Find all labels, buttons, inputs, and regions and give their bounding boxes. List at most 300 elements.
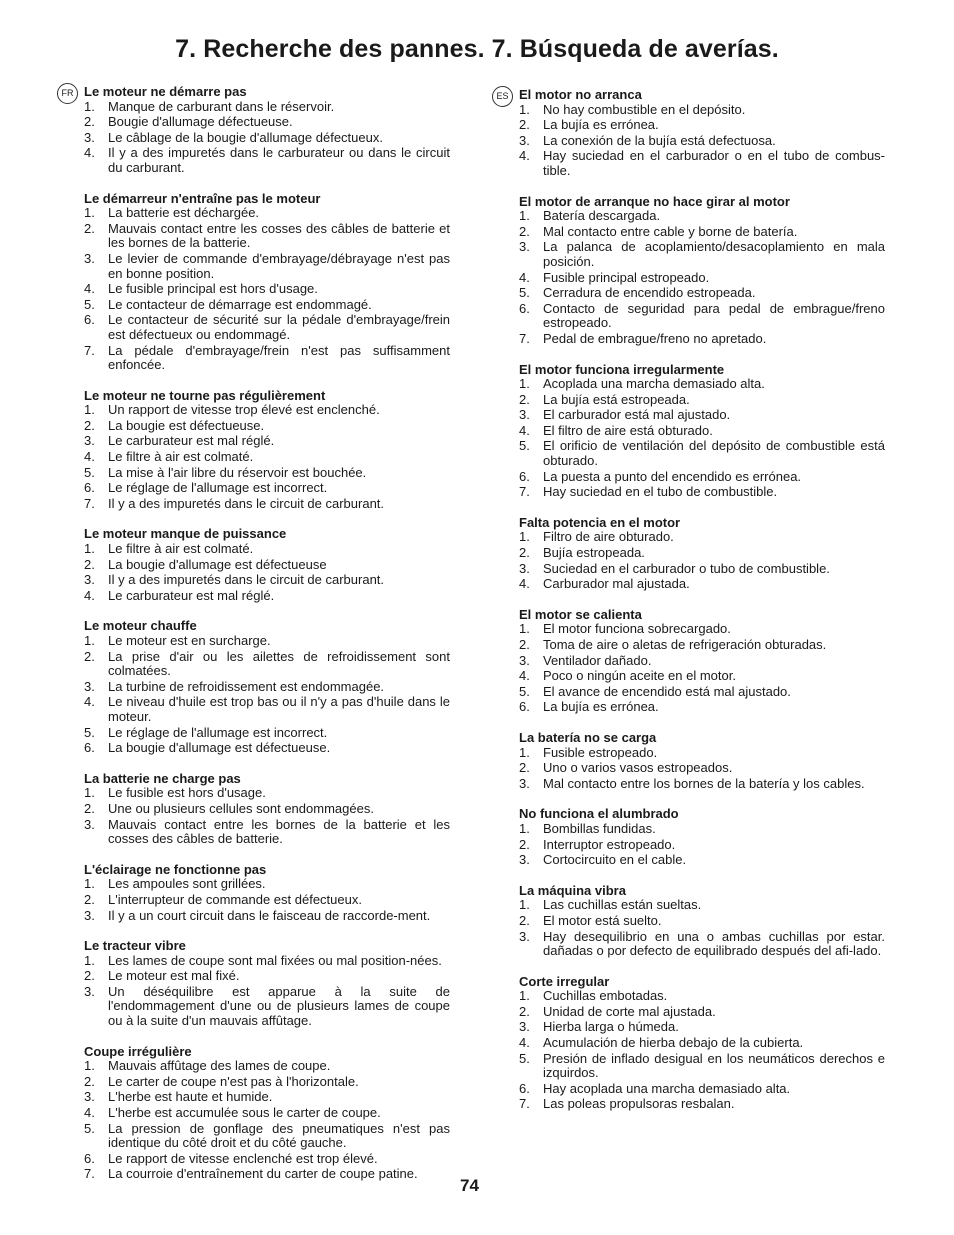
list-item-number: 6. bbox=[519, 468, 530, 484]
list-item-text: Presión de inflado desigual en los neumáticos derechos e izquirdos. bbox=[543, 1050, 885, 1081]
troubleshooting-section bbox=[84, 863, 450, 923]
list-item bbox=[519, 1052, 885, 1081]
list-item-text: Le carburateur est mal réglé. bbox=[108, 433, 275, 449]
list-item bbox=[84, 1090, 450, 1105]
cause-list bbox=[519, 530, 885, 591]
list-item-number: 2. bbox=[84, 968, 95, 984]
list-item bbox=[519, 439, 885, 468]
list-item-number: 6. bbox=[519, 300, 530, 316]
list-item-number: 4. bbox=[519, 269, 530, 285]
list-item-number: 2. bbox=[84, 648, 95, 664]
list-item bbox=[84, 818, 450, 847]
list-item-number: 5. bbox=[84, 1120, 95, 1136]
list-item bbox=[84, 726, 450, 741]
list-item-text: Le câblage de la bougie d'allumage défectueux. bbox=[108, 129, 383, 145]
list-item-text: Fusible estropeado. bbox=[543, 744, 658, 760]
list-item bbox=[84, 573, 450, 588]
list-item bbox=[519, 777, 885, 792]
language-badge-es: ES bbox=[492, 86, 513, 107]
list-item bbox=[519, 930, 885, 959]
list-item-number: 5. bbox=[84, 724, 95, 740]
list-item-text: Hay desequilibrio en una o ambas cuchillas por estar. dañadas o por defecto de equilibrado después del afi-lado. bbox=[543, 928, 885, 959]
list-item-text: Il y a un court circuit dans le faisceau de raccorde-ment. bbox=[108, 907, 431, 923]
list-item-number: 3. bbox=[84, 678, 95, 694]
list-item-text: Le rapport de vitesse enclenché est trop élevé. bbox=[108, 1150, 378, 1166]
list-item-text: La batterie est déchargée. bbox=[108, 205, 260, 221]
list-item-number: 4. bbox=[84, 587, 95, 603]
list-item bbox=[519, 1036, 885, 1051]
list-item-number: 7. bbox=[519, 484, 530, 500]
list-item-text: Le niveau d'huile est trop bas ou il n'y a pas d'huile dans le moteur. bbox=[108, 694, 450, 724]
list-item-number: 2. bbox=[519, 912, 530, 928]
list-item bbox=[84, 115, 450, 130]
list-item-number: 4. bbox=[519, 1035, 530, 1051]
list-item-number: 4. bbox=[84, 281, 95, 297]
list-item-text: Las cuchillas están sueltas. bbox=[543, 897, 702, 913]
list-item bbox=[519, 530, 885, 545]
list-item-number: 1. bbox=[519, 897, 530, 913]
list-item bbox=[519, 685, 885, 700]
troubleshooting-section bbox=[519, 731, 885, 791]
list-item-text: Mauvais contact entre les bornes de la batterie et les cosses des câbles de batterie. bbox=[108, 816, 450, 847]
list-item bbox=[519, 1097, 885, 1112]
list-item-number: 1. bbox=[84, 785, 95, 801]
list-item-number: 2. bbox=[84, 1073, 95, 1089]
list-item-text: La pression de gonflage des pneumatiques n'est pas identique du côté droit et du côté gauche. bbox=[108, 1120, 450, 1151]
list-item-number: 2. bbox=[84, 220, 95, 236]
list-item-number: 1. bbox=[519, 744, 530, 760]
list-item-text: Contacto de seguridad para pedal de embrague/freno estropeado. bbox=[543, 300, 885, 331]
section-heading: Le moteur ne démarre pas bbox=[84, 84, 247, 99]
troubleshooting-section bbox=[84, 939, 450, 1029]
list-item-text: La courroie d'entraînement du carter de coupe patine. bbox=[108, 1166, 418, 1182]
cause-list bbox=[84, 634, 450, 756]
list-item-text: Acoplada una marcha demasiado alta. bbox=[543, 376, 765, 392]
section-heading: Coupe irrégulière bbox=[84, 1043, 192, 1059]
list-item-number: 5. bbox=[519, 683, 530, 699]
list-item-text: Mauvais contact entre les cosses des câbles de batterie et les bornes de la batterie. bbox=[108, 220, 450, 251]
list-item-text: Les lames de coupe sont mal fixées ou mal position-nées. bbox=[108, 952, 442, 968]
list-item-number: 2. bbox=[519, 760, 530, 776]
list-item-text: Hay suciedad en el tubo de combustible. bbox=[543, 484, 778, 500]
list-item-text: Il y a des impuretés dans le circuit de carburant. bbox=[108, 495, 385, 511]
list-item-text: La bougie est défectueuse. bbox=[108, 417, 265, 433]
section-heading: El motor se calienta bbox=[519, 606, 642, 622]
list-item bbox=[519, 838, 885, 853]
list-item-number: 1. bbox=[84, 541, 95, 557]
list-item-number: 7. bbox=[84, 1166, 95, 1182]
list-item-text: La puesta a punto del encendido es errónea. bbox=[543, 468, 802, 484]
troubleshooting-section bbox=[519, 608, 885, 715]
list-item-text: El filtro de aire está obturado. bbox=[543, 422, 713, 438]
list-item-number: 2. bbox=[84, 556, 95, 572]
cause-list bbox=[84, 877, 450, 923]
list-item bbox=[519, 408, 885, 423]
list-item bbox=[84, 909, 450, 924]
list-item-number: 1. bbox=[84, 98, 95, 114]
list-item bbox=[519, 654, 885, 669]
list-item-text: La pédale d'embrayage/frein n'est pas suffisamment enfoncée. bbox=[108, 342, 450, 373]
list-item-number: 1. bbox=[84, 402, 95, 418]
list-item-number: 2. bbox=[84, 891, 95, 907]
list-item bbox=[84, 893, 450, 908]
list-item-text: Toma de aire o aletas de refrigeración obturadas. bbox=[543, 637, 827, 652]
list-item-number: 6. bbox=[84, 1150, 95, 1166]
list-item bbox=[519, 638, 885, 653]
troubleshooting-section bbox=[519, 975, 885, 1112]
list-item-number: 7. bbox=[519, 330, 530, 346]
list-item bbox=[519, 271, 885, 286]
troubleshooting-section bbox=[84, 772, 450, 847]
list-item-number: 2. bbox=[519, 117, 530, 133]
list-item bbox=[84, 1122, 450, 1151]
cause-list bbox=[519, 898, 885, 958]
list-item bbox=[519, 853, 885, 868]
list-item bbox=[84, 877, 450, 892]
cause-list bbox=[519, 377, 885, 500]
list-item-text: Un déséquilibre est apparue à la suite de l'endommagement d'une ou de plusieurs lames de coupe ou à la suite d'un mauvais affûtage. bbox=[108, 983, 450, 1029]
section-heading: El motor de arranque no hace girar al motor bbox=[519, 193, 790, 209]
list-item bbox=[84, 558, 450, 573]
list-item-text: Le moteur est en surcharge. bbox=[108, 633, 271, 648]
list-item bbox=[519, 1082, 885, 1097]
list-item-text: L'herbe est accumulée sous le carter de coupe. bbox=[108, 1105, 381, 1121]
section-heading: La batería no se carga bbox=[519, 729, 657, 745]
list-item bbox=[84, 344, 450, 373]
troubleshooting-section bbox=[84, 619, 450, 755]
list-item-number: 3. bbox=[84, 816, 95, 832]
list-item-number: 1. bbox=[519, 621, 530, 637]
cause-list bbox=[84, 403, 450, 511]
cause-list bbox=[84, 542, 450, 603]
list-item-text: La bougie d'allumage est défectueuse. bbox=[108, 740, 331, 756]
list-item-text: Le carburateur est mal réglé. bbox=[108, 587, 275, 603]
list-item-number: 4. bbox=[519, 422, 530, 438]
list-item-number: 1. bbox=[519, 101, 530, 117]
troubleshooting-section bbox=[519, 88, 885, 179]
list-item-number: 4. bbox=[519, 148, 530, 164]
list-item bbox=[84, 1075, 450, 1090]
list-item bbox=[84, 802, 450, 817]
list-item-number: 3. bbox=[84, 250, 95, 266]
list-item-text: L'interrupteur de commande est défectueux. bbox=[108, 891, 362, 907]
list-item-number: 3. bbox=[84, 433, 95, 449]
list-item bbox=[84, 985, 450, 1029]
list-item bbox=[519, 377, 885, 392]
list-item-number: 2. bbox=[519, 545, 530, 561]
list-item-text: Les ampoules sont grillées. bbox=[108, 876, 266, 892]
list-item bbox=[519, 225, 885, 240]
list-item-text: La bujía está estropeada. bbox=[543, 391, 690, 407]
list-item bbox=[519, 761, 885, 776]
section-heading: Le démarreur n'entraîne pas le moteur bbox=[84, 190, 321, 206]
list-item-number: 4. bbox=[84, 1105, 95, 1121]
list-item-text: La turbine de refroidissement est endommagée. bbox=[108, 678, 385, 694]
column-es bbox=[519, 88, 885, 1128]
list-item-text: El carburador está mal ajustado. bbox=[543, 407, 731, 423]
list-item-text: Hierba larga o húmeda. bbox=[543, 1019, 679, 1035]
troubleshooting-section bbox=[84, 192, 450, 373]
list-item bbox=[84, 695, 450, 724]
section-heading: Falta potencia en el motor bbox=[519, 514, 681, 530]
cause-list bbox=[84, 206, 450, 373]
section-heading: No funciona el alumbrado bbox=[519, 806, 679, 822]
cause-list bbox=[519, 746, 885, 792]
list-item bbox=[519, 302, 885, 331]
list-item bbox=[84, 222, 450, 251]
list-item-number: 1. bbox=[519, 376, 530, 392]
list-item bbox=[84, 434, 450, 449]
list-item bbox=[519, 989, 885, 1004]
list-item bbox=[84, 419, 450, 434]
list-item bbox=[519, 149, 885, 178]
list-item-text: Batería descargada. bbox=[543, 208, 661, 224]
list-item-number: 5. bbox=[519, 438, 530, 454]
list-item bbox=[519, 746, 885, 761]
troubleshooting-section bbox=[519, 516, 885, 592]
list-item-number: 2. bbox=[519, 223, 530, 239]
list-item-number: 1. bbox=[519, 820, 530, 836]
list-item-text: Bougie d'allumage défectueuse. bbox=[108, 114, 293, 130]
list-item-text: El motor funciona sobrecargado. bbox=[543, 621, 731, 637]
list-item bbox=[84, 100, 450, 115]
list-item bbox=[84, 252, 450, 281]
troubleshooting-section bbox=[519, 807, 885, 867]
list-item-number: 5. bbox=[84, 464, 95, 480]
list-item-text: Une ou plusieurs cellules sont endommagées. bbox=[108, 800, 374, 816]
list-item-text: La conexión de la bujía está defectuosa. bbox=[543, 132, 776, 148]
troubleshooting-section bbox=[84, 389, 450, 512]
list-item-text: Cuchillas embotadas. bbox=[543, 988, 668, 1004]
list-item bbox=[519, 898, 885, 913]
list-item-number: 2. bbox=[84, 417, 95, 433]
list-item-text: Filtro de aire obturado. bbox=[543, 529, 674, 545]
section-heading: Le tracteur vibre bbox=[84, 938, 186, 954]
list-item bbox=[84, 741, 450, 756]
list-item bbox=[519, 546, 885, 561]
list-item bbox=[84, 450, 450, 465]
list-item-number: 6. bbox=[84, 480, 95, 496]
list-item-text: L'herbe est haute et humide. bbox=[108, 1089, 273, 1105]
section-heading: La máquina vibra bbox=[519, 882, 626, 898]
list-item-text: Le filtre à air est colmaté. bbox=[108, 541, 254, 557]
list-item bbox=[519, 240, 885, 269]
troubleshooting-section bbox=[84, 527, 450, 603]
list-item bbox=[519, 470, 885, 485]
list-item-number: 4. bbox=[84, 449, 95, 465]
list-item-text: Fusible principal estropeado. bbox=[543, 269, 710, 285]
list-item bbox=[519, 1020, 885, 1035]
list-item-text: La mise à l'air libre du réservoir est bouchée. bbox=[108, 464, 367, 480]
list-item bbox=[519, 393, 885, 408]
language-badge-fr: FR bbox=[57, 83, 78, 104]
list-item-number: 3. bbox=[84, 572, 95, 588]
list-item-number: 1. bbox=[519, 208, 530, 224]
troubleshooting-section bbox=[84, 85, 450, 176]
section-heading: Le moteur ne tourne pas régulièrement bbox=[84, 387, 326, 403]
list-item bbox=[84, 282, 450, 297]
cause-list bbox=[519, 209, 885, 346]
cause-list bbox=[84, 1059, 450, 1182]
list-item-number: 4. bbox=[519, 668, 530, 684]
list-item-number: 6. bbox=[519, 699, 530, 715]
list-item-number: 3. bbox=[84, 983, 95, 999]
cause-list bbox=[519, 622, 885, 715]
list-item bbox=[519, 424, 885, 439]
list-item bbox=[519, 332, 885, 347]
list-item-text: Bujía estropeada. bbox=[543, 545, 645, 561]
list-item-number: 2. bbox=[84, 114, 95, 130]
list-item bbox=[519, 700, 885, 715]
list-item-text: Le réglage de l'allumage est incorrect. bbox=[108, 724, 328, 740]
list-item bbox=[84, 481, 450, 496]
list-item-text: La bujía es errónea. bbox=[543, 699, 659, 715]
list-item-number: 1. bbox=[84, 1058, 95, 1074]
list-item-number: 4. bbox=[84, 694, 95, 710]
list-item-number: 2. bbox=[519, 1003, 530, 1019]
list-item-text: La bougie d'allumage est défectueuse bbox=[108, 556, 327, 572]
list-item bbox=[84, 1106, 450, 1121]
section-heading: Le moteur manque de puissance bbox=[84, 526, 287, 542]
list-item bbox=[519, 577, 885, 592]
list-item-number: 3. bbox=[519, 928, 530, 944]
list-item-number: 3. bbox=[519, 560, 530, 576]
list-item-number: 1. bbox=[84, 633, 95, 648]
list-item-text: Le contacteur de sécurité sur la pédale d'embrayage/frein est défectueux ou endommagé. bbox=[108, 312, 450, 342]
list-item-number: 7. bbox=[84, 342, 95, 358]
list-item-text: No hay combustible en el depósito. bbox=[543, 101, 746, 117]
list-item-text: Le réglage de l'allumage est incorrect. bbox=[108, 480, 328, 496]
list-item-number: 1. bbox=[84, 205, 95, 221]
list-item-number: 3. bbox=[519, 132, 530, 148]
list-item bbox=[84, 206, 450, 221]
cause-list bbox=[519, 103, 885, 179]
list-item-number: 2. bbox=[519, 637, 530, 652]
list-item-text: Bombillas fundidas. bbox=[543, 820, 656, 836]
list-item bbox=[84, 313, 450, 342]
list-item bbox=[519, 134, 885, 149]
list-item bbox=[84, 650, 450, 679]
list-item bbox=[519, 622, 885, 637]
list-item-text: Cortocircuito en el cable. bbox=[543, 852, 687, 868]
list-item-text: Il y a des impuretés dans le circuit de carburant. bbox=[108, 572, 385, 588]
list-item-text: Un rapport de vitesse trop élevé est enclenché. bbox=[108, 402, 380, 418]
list-item-text: Mauvais affûtage des lames de coupe. bbox=[108, 1058, 331, 1074]
list-item-text: Hay suciedad en el carburador o en el tubo de combus-tible. bbox=[543, 148, 885, 178]
list-item bbox=[519, 103, 885, 118]
list-item bbox=[519, 1005, 885, 1020]
list-item-number: 7. bbox=[84, 495, 95, 511]
list-item-text: Le moteur est mal fixé. bbox=[108, 968, 240, 984]
page-title: 7. Recherche des pannes. 7. Búsqueda de averías. bbox=[175, 35, 779, 63]
list-item-number: 3. bbox=[519, 1019, 530, 1035]
list-item-text: Le levier de commande d'embrayage/débrayage n'est pas en bonne position. bbox=[108, 250, 450, 281]
list-item-number: 6. bbox=[84, 312, 95, 328]
list-item bbox=[84, 969, 450, 984]
list-item-number: 4. bbox=[84, 145, 95, 161]
list-item-text: Le contacteur de démarrage est endommagé. bbox=[108, 296, 372, 312]
list-item bbox=[84, 131, 450, 146]
list-item bbox=[84, 1152, 450, 1167]
list-item-number: 3. bbox=[519, 852, 530, 868]
list-item bbox=[519, 209, 885, 224]
section-heading: El motor no arranca bbox=[519, 87, 642, 102]
section-heading: Le moteur chauffe bbox=[84, 618, 197, 634]
list-item-text: Hay acoplada una marcha demasiado alta. bbox=[543, 1080, 791, 1096]
list-item-text: Le fusible principal est hors d'usage. bbox=[108, 281, 318, 297]
list-item-number: 3. bbox=[519, 775, 530, 791]
cause-list bbox=[84, 786, 450, 846]
list-item-number: 3. bbox=[519, 652, 530, 668]
list-item-text: Poco o ningún aceite en el motor. bbox=[543, 668, 736, 684]
list-item bbox=[84, 954, 450, 969]
list-item-text: Cerradura de encendido estropeada. bbox=[543, 285, 756, 301]
list-item bbox=[84, 542, 450, 557]
list-item bbox=[84, 1059, 450, 1074]
section-heading: Corte irregular bbox=[519, 973, 610, 989]
list-item-number: 2. bbox=[84, 800, 95, 816]
list-item-number: 3. bbox=[519, 239, 530, 255]
list-item-text: Interruptor estropeado. bbox=[543, 836, 676, 852]
list-item-number: 6. bbox=[84, 740, 95, 756]
list-item-text: Le carter de coupe n'est pas à l'horizontale. bbox=[108, 1073, 359, 1089]
list-item bbox=[519, 485, 885, 500]
cause-list bbox=[84, 100, 450, 176]
list-item bbox=[519, 562, 885, 577]
list-item-text: Uno o varios vasos estropeados. bbox=[543, 760, 733, 776]
list-item-text: El avance de encendido está mal ajustado. bbox=[543, 683, 791, 699]
section-heading: L'éclairage ne fonctionne pas bbox=[84, 861, 267, 877]
list-item-text: El orificio de ventilación del depósito de combustible está obturado. bbox=[543, 438, 885, 469]
list-item-text: Mal contacto entre los bornes de la batería y los cables. bbox=[543, 775, 865, 791]
list-item-number: 2. bbox=[519, 391, 530, 407]
list-item-text: Suciedad en el carburador o tubo de combustible. bbox=[543, 560, 830, 576]
list-item-text: Acumulación de hierba debajo de la cubierta. bbox=[543, 1035, 804, 1051]
column-fr bbox=[84, 85, 450, 1198]
troubleshooting-section bbox=[84, 1045, 450, 1182]
list-item-number: 3. bbox=[84, 907, 95, 923]
troubleshooting-section bbox=[519, 195, 885, 347]
list-item bbox=[84, 298, 450, 313]
list-item-text: Mal contacto entre cable y borne de batería. bbox=[543, 223, 798, 239]
list-item-text: El motor está suelto. bbox=[543, 912, 662, 928]
section-heading: El motor funciona irregularmente bbox=[519, 361, 725, 377]
list-item-number: 1. bbox=[519, 529, 530, 545]
list-item-text: Manque de carburant dans le réservoir. bbox=[108, 98, 335, 114]
list-item bbox=[84, 786, 450, 801]
list-item bbox=[84, 403, 450, 418]
list-item bbox=[519, 822, 885, 837]
page-number: 74 bbox=[460, 1176, 479, 1195]
list-item bbox=[84, 634, 450, 649]
list-item-text: La bujía es errónea. bbox=[543, 117, 659, 133]
list-item-number: 5. bbox=[519, 285, 530, 301]
list-item-text: La palanca de acoplamiento/desacoplamiento en mala posición. bbox=[543, 239, 885, 269]
list-item bbox=[84, 1167, 450, 1182]
list-item-number: 3. bbox=[84, 1089, 95, 1105]
list-item-text: Unidad de corte mal ajustada. bbox=[543, 1003, 716, 1019]
troubleshooting-section bbox=[519, 363, 885, 500]
list-item-number: 1. bbox=[84, 952, 95, 968]
list-item-text: La prise d'air ou les ailettes de refroidissement sont colmatées. bbox=[108, 648, 450, 679]
list-item-text: Il y a des impuretés dans le carburateur ou dans le circuit du carburant. bbox=[108, 145, 450, 175]
list-item-number: 3. bbox=[519, 407, 530, 423]
list-item bbox=[84, 680, 450, 695]
section-heading: La batterie ne charge pas bbox=[84, 770, 241, 786]
list-item-number: 3. bbox=[84, 129, 95, 145]
list-item-text: Carburador mal ajustada. bbox=[543, 576, 690, 592]
list-item bbox=[519, 914, 885, 929]
